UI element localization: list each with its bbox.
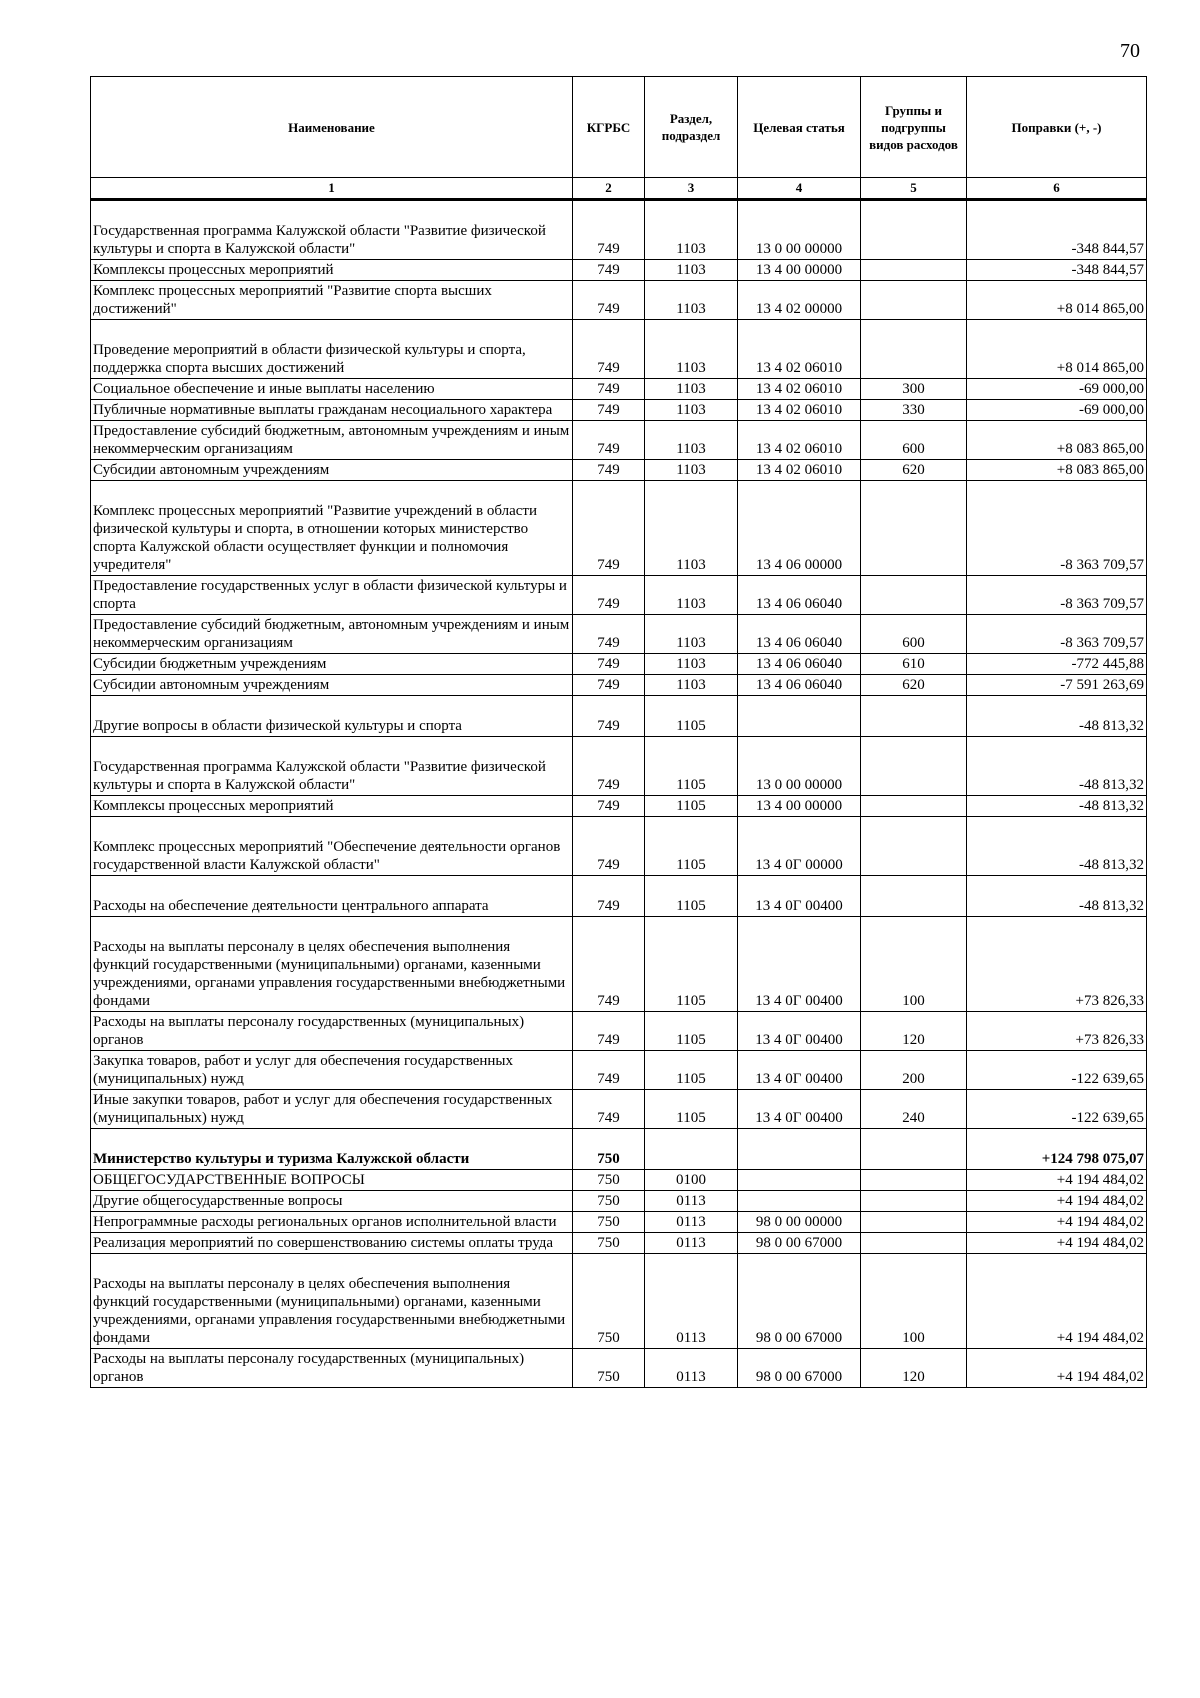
row-section: 1103 [645, 200, 738, 260]
budget-amendments-table [90, 76, 1147, 1388]
row-target: 13 4 0Г 00400 [738, 876, 861, 917]
row-target: 13 4 0Г 00400 [738, 917, 861, 1012]
row-target: 13 0 00 00000 [738, 200, 861, 260]
row-target: 13 4 0Г 00000 [738, 817, 861, 876]
row-target: 98 0 00 67000 [738, 1233, 861, 1254]
row-section: 1103 [645, 260, 738, 281]
row-name: Предоставление субсидий бюджетным, автономным учреждениям и иным некоммерческим организациям [91, 615, 573, 654]
row-amount: -48 813,32 [967, 796, 1147, 817]
row-amount: -69 000,00 [967, 379, 1147, 400]
row-name: Непрограммные расходы региональных органов исполнительной власти [91, 1212, 573, 1233]
row-target: 13 4 02 06010 [738, 320, 861, 379]
row-group: 200 [861, 1051, 967, 1090]
row-section: 0100 [645, 1170, 738, 1191]
table-row [91, 917, 1147, 1012]
row-kgrbs: 749 [573, 200, 645, 260]
row-target: 13 4 02 06010 [738, 400, 861, 421]
row-section: 1103 [645, 675, 738, 696]
row-kgrbs: 749 [573, 1051, 645, 1090]
row-amount: -48 813,32 [967, 817, 1147, 876]
row-name: Реализация мероприятий по совершенствованию системы оплаты труда [91, 1233, 573, 1254]
row-group: 120 [861, 1349, 967, 1388]
row-group: 330 [861, 400, 967, 421]
row-name: Субсидии бюджетным учреждениям [91, 654, 573, 675]
page-number: 70 [1120, 40, 1140, 62]
row-amount: -7 591 263,69 [967, 675, 1147, 696]
row-amount: -48 813,32 [967, 876, 1147, 917]
table-row [91, 481, 1147, 576]
row-kgrbs: 750 [573, 1170, 645, 1191]
row-name: Комплекс процессных мероприятий "Обеспечение деятельности органов государственной власти Калужской области" [91, 817, 573, 876]
row-group [861, 260, 967, 281]
row-kgrbs: 749 [573, 460, 645, 481]
table-row [91, 817, 1147, 876]
row-section: 1105 [645, 796, 738, 817]
column-number: 4 [738, 178, 861, 200]
table-row [91, 796, 1147, 817]
table-row [91, 1254, 1147, 1349]
row-group [861, 1233, 967, 1254]
row-amount: -69 000,00 [967, 400, 1147, 421]
table-row [91, 460, 1147, 481]
row-group [861, 320, 967, 379]
table-row [91, 1090, 1147, 1129]
row-section: 0113 [645, 1233, 738, 1254]
header-groups: Группы и подгруппы видов расходов [861, 77, 967, 178]
row-name: Предоставление субсидий бюджетным, автономным учреждениям и иным некоммерческим организациям [91, 421, 573, 460]
table-row [91, 320, 1147, 379]
table-row [91, 696, 1147, 737]
row-target: 13 4 06 06040 [738, 615, 861, 654]
row-target: 13 4 0Г 00400 [738, 1090, 861, 1129]
row-target: 98 0 00 67000 [738, 1254, 861, 1349]
row-section: 1105 [645, 696, 738, 737]
row-kgrbs: 749 [573, 481, 645, 576]
row-amount: +4 194 484,02 [967, 1212, 1147, 1233]
row-section: 1103 [645, 421, 738, 460]
row-target: 13 4 02 06010 [738, 379, 861, 400]
row-group: 610 [861, 654, 967, 675]
row-amount: +73 826,33 [967, 917, 1147, 1012]
row-kgrbs: 749 [573, 320, 645, 379]
row-amount: -122 639,65 [967, 1090, 1147, 1129]
header-name: Наименование [91, 77, 573, 178]
table-row [91, 615, 1147, 654]
row-amount: +4 194 484,02 [967, 1191, 1147, 1212]
table-row [91, 576, 1147, 615]
row-kgrbs: 750 [573, 1349, 645, 1388]
row-name: Комплексы процессных мероприятий [91, 260, 573, 281]
row-group: 600 [861, 615, 967, 654]
row-group: 300 [861, 379, 967, 400]
header-section: Раздел, подраздел [645, 77, 738, 178]
table-row [91, 379, 1147, 400]
header-kgrbs: КГРБС [573, 77, 645, 178]
row-name: Расходы на выплаты персоналу в целях обеспечения выполнения функций государственными (муниципальными) органами, казенными учреждениями, органами управления государственными внебюджетными фондами [91, 1254, 573, 1349]
row-group: 600 [861, 421, 967, 460]
row-amount: +4 194 484,02 [967, 1233, 1147, 1254]
table-row [91, 400, 1147, 421]
row-kgrbs: 749 [573, 615, 645, 654]
row-name: Государственная программа Калужской области "Развитие физической культуры и спорта в Калужской области" [91, 200, 573, 260]
row-kgrbs: 749 [573, 1012, 645, 1051]
row-group: 100 [861, 917, 967, 1012]
row-group [861, 737, 967, 796]
row-amount: -8 363 709,57 [967, 615, 1147, 654]
table-row [91, 1191, 1147, 1212]
row-amount: +8 083 865,00 [967, 421, 1147, 460]
row-target: 13 4 06 06040 [738, 675, 861, 696]
row-amount: -48 813,32 [967, 737, 1147, 796]
table-body [91, 178, 1147, 1388]
row-amount: -348 844,57 [967, 260, 1147, 281]
table-header [91, 77, 1147, 178]
row-target: 13 4 02 06010 [738, 421, 861, 460]
row-group [861, 817, 967, 876]
row-name: Субсидии автономным учреждениям [91, 675, 573, 696]
header-amendments: Поправки (+, -) [967, 77, 1147, 178]
row-section: 0113 [645, 1349, 738, 1388]
row-target: 13 4 02 00000 [738, 281, 861, 320]
row-group [861, 200, 967, 260]
row-section: 1103 [645, 379, 738, 400]
table-row [91, 421, 1147, 460]
row-group: 620 [861, 675, 967, 696]
table-row [91, 260, 1147, 281]
row-section: 1103 [645, 400, 738, 421]
row-amount: -122 639,65 [967, 1051, 1147, 1090]
row-amount: +4 194 484,02 [967, 1349, 1147, 1388]
row-kgrbs: 749 [573, 654, 645, 675]
row-section: 1103 [645, 460, 738, 481]
row-target [738, 1129, 861, 1170]
row-target: 13 4 0Г 00400 [738, 1012, 861, 1051]
table-row [91, 675, 1147, 696]
row-section: 1105 [645, 817, 738, 876]
row-kgrbs: 749 [573, 737, 645, 796]
row-target: 13 4 00 00000 [738, 796, 861, 817]
row-group [861, 576, 967, 615]
row-group [861, 281, 967, 320]
row-kgrbs: 749 [573, 917, 645, 1012]
row-name: Расходы на выплаты персоналу государственных (муниципальных) органов [91, 1349, 573, 1388]
row-section [645, 1129, 738, 1170]
row-amount: +4 194 484,02 [967, 1254, 1147, 1349]
row-target [738, 1170, 861, 1191]
table-row [91, 654, 1147, 675]
row-name: Публичные нормативные выплаты гражданам несоциального характера [91, 400, 573, 421]
row-kgrbs: 749 [573, 817, 645, 876]
row-name: Иные закупки товаров, работ и услуг для обеспечения государственных (муниципальных) нужд [91, 1090, 573, 1129]
row-section: 0113 [645, 1191, 738, 1212]
row-kgrbs: 749 [573, 675, 645, 696]
row-amount: +8 083 865,00 [967, 460, 1147, 481]
row-amount: -48 813,32 [967, 696, 1147, 737]
table-row [91, 876, 1147, 917]
row-section: 1105 [645, 917, 738, 1012]
row-section: 1103 [645, 481, 738, 576]
row-section: 1103 [645, 320, 738, 379]
row-target: 13 0 00 00000 [738, 737, 861, 796]
row-amount: -772 445,88 [967, 654, 1147, 675]
row-section: 1105 [645, 1090, 738, 1129]
row-target: 98 0 00 67000 [738, 1349, 861, 1388]
row-name: Субсидии автономным учреждениям [91, 460, 573, 481]
row-section: 1103 [645, 615, 738, 654]
row-section: 1105 [645, 1051, 738, 1090]
row-amount: -8 363 709,57 [967, 481, 1147, 576]
row-kgrbs: 750 [573, 1233, 645, 1254]
row-group: 100 [861, 1254, 967, 1349]
row-section: 0113 [645, 1254, 738, 1349]
row-kgrbs: 749 [573, 876, 645, 917]
row-section: 1105 [645, 737, 738, 796]
row-group [861, 1191, 967, 1212]
row-kgrbs: 749 [573, 1090, 645, 1129]
table-row [91, 1212, 1147, 1233]
column-number: 3 [645, 178, 738, 200]
row-group [861, 876, 967, 917]
row-section: 1103 [645, 281, 738, 320]
row-group: 120 [861, 1012, 967, 1051]
table-row [91, 1170, 1147, 1191]
row-target: 98 0 00 00000 [738, 1212, 861, 1233]
row-kgrbs: 749 [573, 696, 645, 737]
row-group [861, 481, 967, 576]
row-name: Проведение мероприятий в области физической культуры и спорта, поддержка спорта высших достижений [91, 320, 573, 379]
row-name: Социальное обеспечение и иные выплаты населению [91, 379, 573, 400]
column-number: 6 [967, 178, 1147, 200]
row-target: 13 4 06 06040 [738, 654, 861, 675]
row-name: Расходы на обеспечение деятельности центрального аппарата [91, 876, 573, 917]
row-kgrbs: 749 [573, 379, 645, 400]
row-section: 1105 [645, 1012, 738, 1051]
table-row [91, 737, 1147, 796]
table-row [91, 1051, 1147, 1090]
row-name: Расходы на выплаты персоналу государственных (муниципальных) органов [91, 1012, 573, 1051]
row-target: 13 4 0Г 00400 [738, 1051, 861, 1090]
table-row [91, 1012, 1147, 1051]
row-group: 620 [861, 460, 967, 481]
table-row [91, 200, 1147, 260]
row-target: 13 4 02 06010 [738, 460, 861, 481]
row-group: 240 [861, 1090, 967, 1129]
row-target [738, 696, 861, 737]
row-group [861, 1170, 967, 1191]
row-section: 1105 [645, 876, 738, 917]
row-kgrbs: 750 [573, 1191, 645, 1212]
row-kgrbs: 749 [573, 796, 645, 817]
column-number: 5 [861, 178, 967, 200]
row-target: 13 4 06 06040 [738, 576, 861, 615]
row-amount: -348 844,57 [967, 200, 1147, 260]
row-name: Другие общегосударственные вопросы [91, 1191, 573, 1212]
row-name: Комплекс процессных мероприятий "Развитие учреждений в области физической культуры и спорта, в отношении которых министерство спорта Калужской области осуществляет функции и полномочия учредителя" [91, 481, 573, 576]
row-name: Закупка товаров, работ и услуг для обеспечения государственных (муниципальных) нужд [91, 1051, 573, 1090]
row-amount: +124 798 075,07 [967, 1129, 1147, 1170]
row-kgrbs: 749 [573, 576, 645, 615]
column-number: 1 [91, 178, 573, 200]
row-kgrbs: 750 [573, 1129, 645, 1170]
table-row [91, 281, 1147, 320]
row-name: ОБЩЕГОСУДАРСТВЕННЫЕ ВОПРОСЫ [91, 1170, 573, 1191]
row-section: 1103 [645, 576, 738, 615]
table-row [91, 1349, 1147, 1388]
row-group [861, 796, 967, 817]
row-target [738, 1191, 861, 1212]
row-name: Другие вопросы в области физической культуры и спорта [91, 696, 573, 737]
row-name: Предоставление государственных услуг в области физической культуры и спорта [91, 576, 573, 615]
row-amount: +8 014 865,00 [967, 281, 1147, 320]
row-target: 13 4 00 00000 [738, 260, 861, 281]
row-kgrbs: 750 [573, 1254, 645, 1349]
column-number-row [91, 178, 1147, 200]
row-name: Государственная программа Калужской области "Развитие физической культуры и спорта в Калужской области" [91, 737, 573, 796]
row-group [861, 1212, 967, 1233]
table-row [91, 1233, 1147, 1254]
table-row [91, 1129, 1147, 1170]
row-kgrbs: 750 [573, 1212, 645, 1233]
row-target: 13 4 06 00000 [738, 481, 861, 576]
row-name: Министерство культуры и туризма Калужской области [91, 1129, 573, 1170]
header-target: Целевая статья [738, 77, 861, 178]
row-kgrbs: 749 [573, 281, 645, 320]
row-name: Комплекс процессных мероприятий "Развитие спорта высших достижений" [91, 281, 573, 320]
row-kgrbs: 749 [573, 421, 645, 460]
row-amount: +4 194 484,02 [967, 1170, 1147, 1191]
row-amount: +73 826,33 [967, 1012, 1147, 1051]
row-section: 0113 [645, 1212, 738, 1233]
row-name: Комплексы процессных мероприятий [91, 796, 573, 817]
row-group [861, 696, 967, 737]
row-name: Расходы на выплаты персоналу в целях обеспечения выполнения функций государственными (муниципальными) органами, казенными учреждениями, органами управления государственными внебюджетными фондами [91, 917, 573, 1012]
row-kgrbs: 749 [573, 260, 645, 281]
row-group [861, 1129, 967, 1170]
column-number: 2 [573, 178, 645, 200]
row-kgrbs: 749 [573, 400, 645, 421]
row-section: 1103 [645, 654, 738, 675]
row-amount: -8 363 709,57 [967, 576, 1147, 615]
row-amount: +8 014 865,00 [967, 320, 1147, 379]
